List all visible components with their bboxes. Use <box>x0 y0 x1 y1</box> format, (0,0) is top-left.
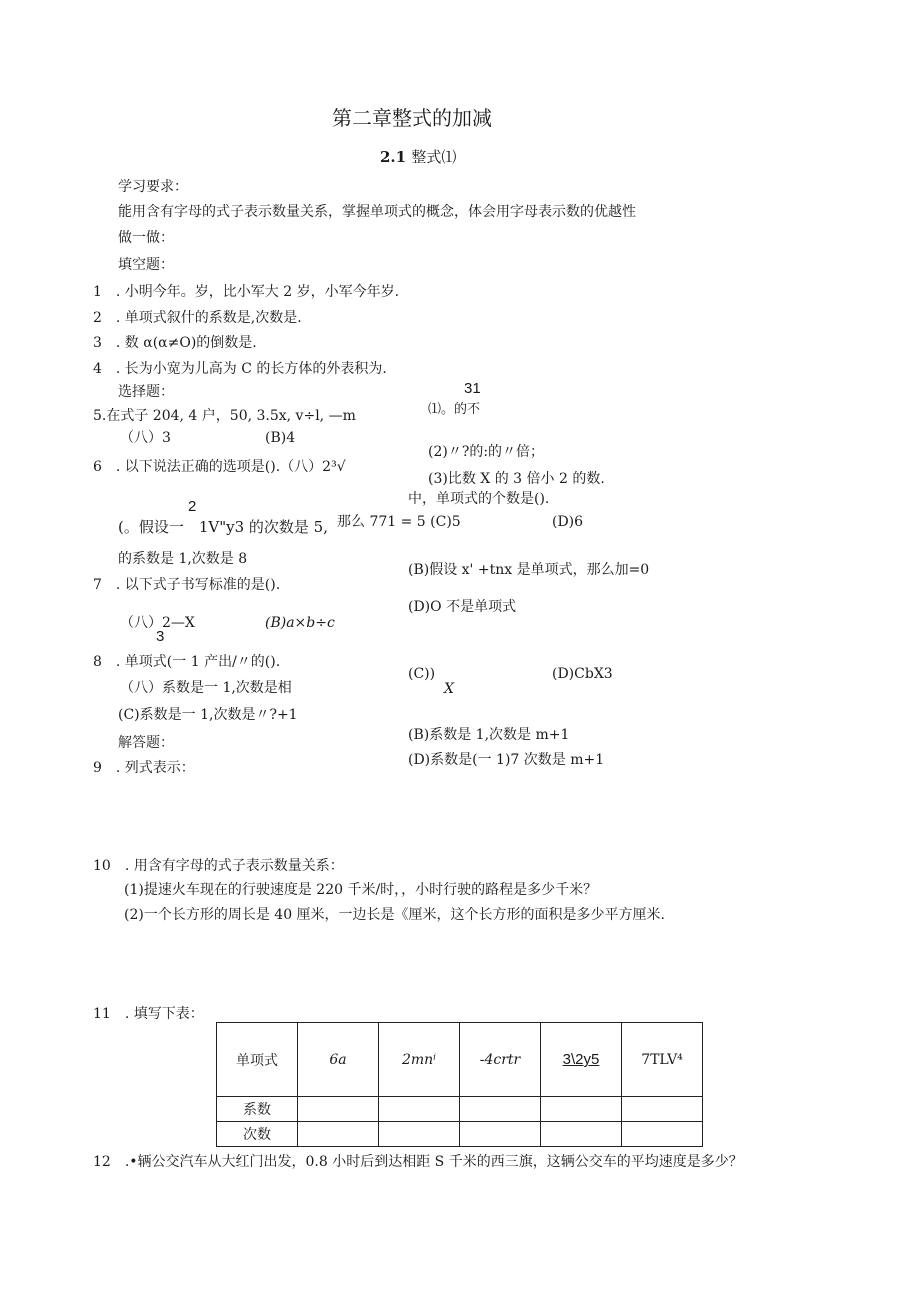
question-10: 10 . 用含有字母的式子表示数量关系： <box>93 858 344 874</box>
q6-digit-2: 2 <box>188 498 197 515</box>
answer-label: 解答题： <box>118 735 174 751</box>
table-cell <box>541 1122 622 1147</box>
question-10-part-2: (2)一个长方形的周长是 40 厘米，一边长是《厘米，这个长方形的面积是多少平方厘米. <box>124 907 665 923</box>
table-header-cell: 单项式 <box>217 1023 298 1097</box>
table-cell <box>622 1097 703 1122</box>
table-cell <box>460 1122 541 1147</box>
q8-option-c: (C)系数是一 1,次数是〃?+1 <box>118 707 298 723</box>
question-3: 3 . 数 α(α≠O)的倒数是. <box>93 335 257 351</box>
question-9: 9 . 列式表示： <box>93 760 195 776</box>
requirements-label: 学习要求： <box>118 179 188 195</box>
q5-option-a: （八）3 <box>120 430 171 446</box>
q7-option-d: (D)CbX3 <box>552 666 613 682</box>
q8-option-a: （八）系数是一 1,次数是相 <box>120 680 292 696</box>
question-12: 12 .•辆公交汽车从大红门出发，0.8 小时后到达相距 S 千米的西三旗，这辆公交车的平均速度是多少？ <box>93 1154 743 1170</box>
table-header-cell: 7TLV⁴ <box>622 1023 703 1097</box>
section-name: 整式⑴ <box>411 148 457 166</box>
q8-option-b: (B)系数是 1,次数是 m+1 <box>408 727 570 743</box>
table-cell <box>379 1097 460 1122</box>
q6-option-b: (B)假设 x' +tnx 是单项式，那么加=0 <box>408 562 650 578</box>
q6-option-c: 那么 771 = 5 (C)5 <box>337 514 461 530</box>
table-row-label: 系数 <box>217 1097 298 1122</box>
page-title: 第二章整式的加减 <box>332 106 492 130</box>
q5-right-line-1: ⑴。的不 <box>428 402 481 417</box>
table-header-cell: -4crtr <box>460 1023 541 1097</box>
choice-label: 选择题： <box>118 384 174 400</box>
q5-option-b: (B)4 <box>265 430 296 446</box>
q5-right-line-3: (3)比数 X 的 3 倍小 2 的数. <box>428 471 605 487</box>
question-5: 5.在式子 204, 4 户，50, 3.5x, v÷l, —m <box>93 408 356 424</box>
question-7: 7 . 以下式子书写标准的是(). <box>93 577 281 593</box>
question-11: 11 . 填写下表： <box>93 1006 204 1022</box>
table-header-cell <box>541 1023 622 1097</box>
question-4: 4 . 长为小宽为儿高为 C 的长方体的外表积为. <box>93 361 387 377</box>
q8-option-d: (D)系数是(一 1)7 次数是 m+1 <box>408 752 605 768</box>
table-header-cell: 6a <box>298 1023 379 1097</box>
question-10-part-1: (1)提速火车现在的行驶速度是 220 千米/时，，小时行驶的路程是多少千米？ <box>124 882 598 898</box>
q6-option-d: (D)6 <box>552 514 584 530</box>
fill-in-label: 填空题： <box>118 257 174 273</box>
table-cell <box>298 1097 379 1122</box>
practice-label: 做一做： <box>118 230 174 246</box>
q5-top-digits: 31 <box>464 380 481 397</box>
q7-option-c: (C)) <box>408 666 436 682</box>
q7-option-b: (B)a×b÷c <box>265 615 335 631</box>
question-2: 2 . 单项式叙什的系数是,次数是. <box>93 310 302 326</box>
q6-option-a: (。假设一 1V"y3 的次数是 5, <box>118 518 328 536</box>
table-cell <box>460 1097 541 1122</box>
q7-digit-3: 3 <box>156 628 165 645</box>
q5-right-line-2: (2)〃?的:的〃倍； <box>428 444 545 460</box>
q7-option-a: （八）2—X <box>120 615 195 631</box>
q5-count-question: 中，单项式的个数是(). <box>408 491 550 507</box>
question-6: 6 . 以下说法正确的选项是().（八）2³√ <box>93 459 346 475</box>
requirements-text: 能用含有字母的式子表示数量关系，掌握单项式的概念，体会用字母表示数的优越性 <box>118 204 636 220</box>
table-row <box>217 1122 703 1147</box>
section-subtitle <box>380 148 456 166</box>
table-cell <box>379 1122 460 1147</box>
table-header-cell: 2mnⁱ <box>379 1023 460 1097</box>
table-cell <box>298 1122 379 1147</box>
q7-option-c-var: X <box>444 681 454 697</box>
section-number: 2.1 <box>380 148 407 166</box>
table-row <box>217 1097 703 1122</box>
q6-option-a-cont: 的系数是 1,次数是 8 <box>118 551 248 567</box>
question-8: 8 . 单项式(一 1 产出/〃的(). <box>93 654 281 670</box>
table-cell <box>622 1122 703 1147</box>
question-1: 1 . 小明今年。岁，比小军大 2 岁，小军今年岁. <box>93 284 400 300</box>
table-cell <box>541 1097 622 1122</box>
monomial-table <box>216 1022 703 1147</box>
q6-option-d-2: (D)O 不是单项式 <box>408 599 517 615</box>
table-header-text: 3\2y5 <box>562 1051 600 1068</box>
table-row-label: 次数 <box>217 1122 298 1147</box>
table-header-row <box>217 1023 703 1097</box>
